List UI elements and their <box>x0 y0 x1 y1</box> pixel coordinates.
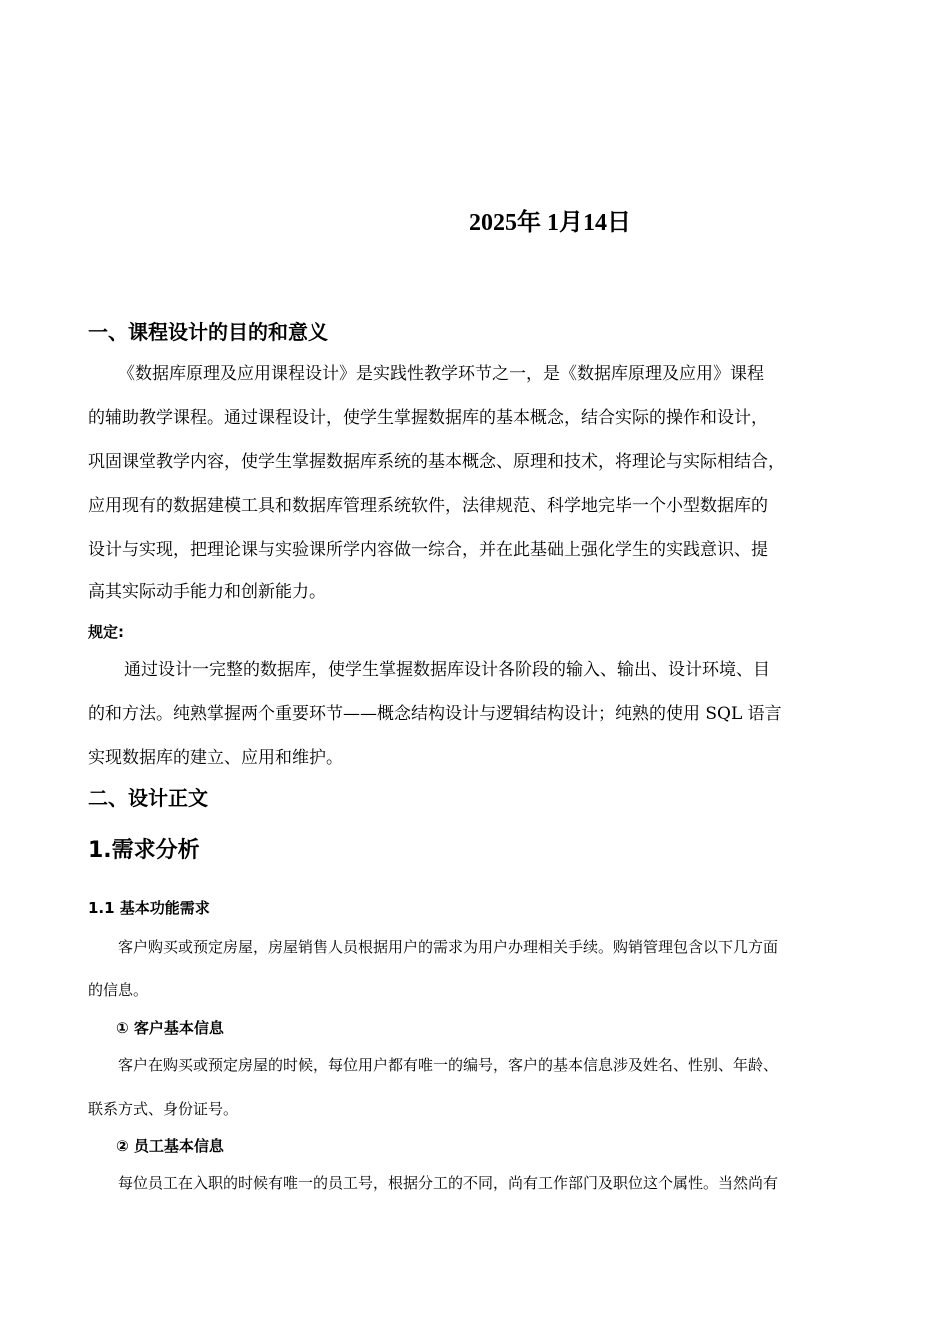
document-date: 2025年 1月14日 <box>469 210 631 236</box>
intro-line: 客户购买或预定房屋，房屋销售人员根据用户的需求为用户办理相关手续。购销管理包含以下几方面 <box>118 938 779 956</box>
paragraph-line: 巩固课堂教学内容，使学生掌握数据库系统的基本概念、原理和技术，将理论与实际相结合， <box>88 452 785 472</box>
section2-title: 二、设计正文 <box>88 786 208 810</box>
list-item-line: 每位员工在入职的时候有唯一的员工号，根据分工的不同，尚有工作部门及职位这个属性。当然尚有 <box>118 1174 779 1192</box>
paragraph-line: 《数据库原理及应用课程设计》是实践性教学环节之一，是《数据库原理及应用》课程 <box>118 364 764 384</box>
paragraph-line: 应用现有的数据建模工具和数据库管理系统软件，法律规范、科学地完毕一个小型数据库的 <box>88 496 768 516</box>
paragraph-line: 高其实际动手能力和创新能力。 <box>88 582 326 602</box>
intro-line: 的信息。 <box>88 981 149 999</box>
section1-title: 一、课程设计的目的和意义 <box>88 320 328 344</box>
list-item-line: 联系方式、身份证号。 <box>88 1100 239 1118</box>
requirement-line: 实现数据库的建立、应用和维护。 <box>88 748 343 768</box>
list-item-title: ② 员工基本信息 <box>116 1137 224 1155</box>
list-item-title: ① 客户基本信息 <box>116 1019 224 1037</box>
requirement-line: 通过设计一完整的数据库，使学生掌握数据库设计各阶段的输入、输出、设计环境、目 <box>124 660 770 680</box>
section2-subtitle: 1.需求分析 <box>88 838 200 863</box>
paragraph-line: 的辅助教学课程。通过课程设计，使学生掌握数据库的基本概念，结合实际的操作和设计， <box>88 408 768 428</box>
section2-sub-subtitle: 1.1 基本功能需求 <box>88 899 210 917</box>
requirement-line: 的和方法。纯熟掌握两个重要环节——概念结构设计与逻辑结构设计；纯熟的使用 SQL 语言 <box>88 704 782 724</box>
paragraph-line: 设计与实现，把理论课与实验课所学内容做一综合，并在此基础上强化学生的实践意识、提 <box>88 540 768 560</box>
requirement-label: 规定: <box>88 623 124 641</box>
list-item-line: 客户在购买或预定房屋的时候，每位用户都有唯一的编号，客户的基本信息涉及姓名、性别、年龄、 <box>118 1056 779 1074</box>
